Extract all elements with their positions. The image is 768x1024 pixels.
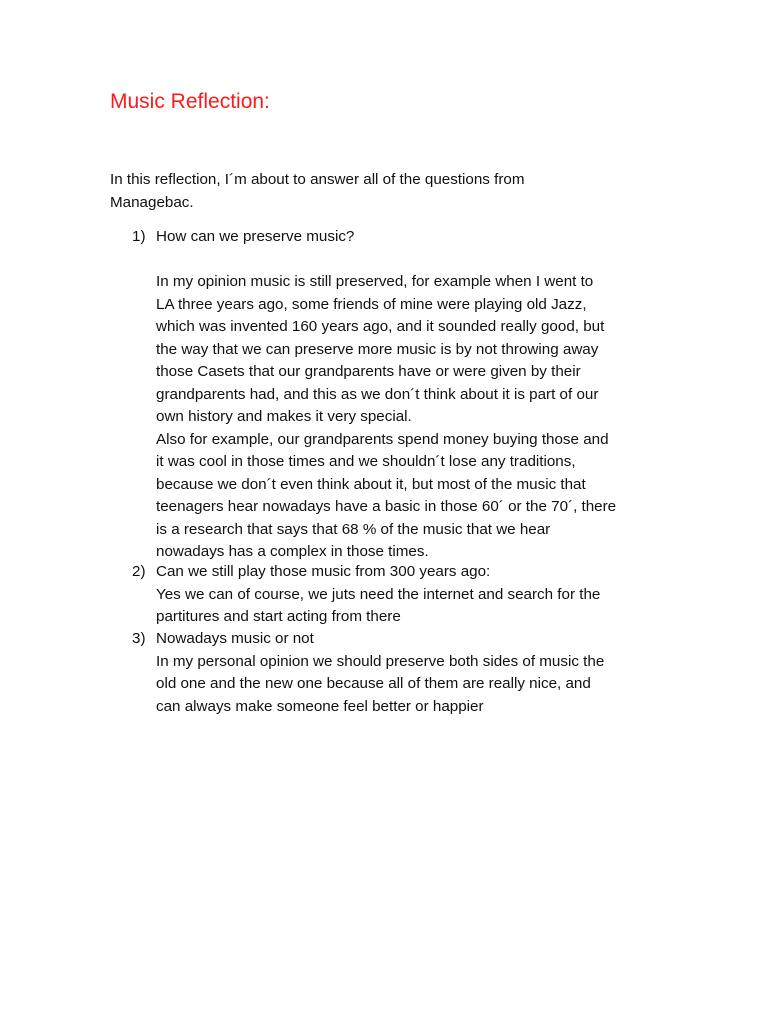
question-heading: Can we still play those music from 300 years ago:	[156, 563, 491, 580]
answer-line: In my opinion music is still preserved, for example when I went to	[156, 273, 594, 290]
answer-line: nowadays has a complex in those times.	[156, 543, 429, 560]
answer-line: old one and the new one because all of them are really nice, and	[156, 675, 591, 692]
list-number: 1)	[132, 228, 146, 245]
answer-line: which was invented 160 years ago, and it sounded really good, but	[156, 318, 605, 335]
list-number: 3)	[132, 630, 146, 647]
answer-line: teenagers hear nowadays have a basic in those 60´ or the 70´, there	[156, 498, 617, 515]
answer-line: LA three years ago, some friends of mine were playing old Jazz,	[156, 295, 587, 313]
document-title: Music Reflection:	[110, 90, 270, 113]
intro-paragraph	[110, 169, 670, 214]
question-heading: Nowadays music or not	[156, 630, 314, 647]
answer-line: Also for example, our grandparents spend money buying those and	[156, 430, 609, 448]
answer-line: grandparents had, and this as we don´t think about it is part of our	[156, 385, 599, 403]
intro-line: Managebac.	[110, 193, 194, 211]
list-item	[156, 561, 716, 629]
answer-line: partitures and start acting from there	[156, 608, 401, 625]
answer-line: can always make someone feel better or happier	[156, 697, 484, 715]
intro-line: In this reflection, I´m about to answer all of the questions from	[110, 171, 525, 188]
list-item	[156, 226, 716, 564]
answer-line: Yes we can of course, we juts need the internet and search for the	[156, 585, 601, 603]
answer-line: own history and makes it very special.	[156, 408, 412, 425]
answer-line: is a research that says that 68 % of the music that we hear	[156, 520, 551, 538]
answer-line: the way that we can preserve more music is by not throwing away	[156, 340, 599, 358]
answer-line: those Casets that our grandparents have or were given by their	[156, 363, 581, 380]
list-number: 2)	[132, 563, 146, 580]
answer-line: In my personal opinion we should preserve both sides of music the	[156, 652, 605, 670]
blank-line	[156, 249, 716, 272]
answer-line: because we don´t even think about it, but most of the music that	[156, 475, 586, 493]
answer-line: it was cool in those times and we shouldn´t lose any traditions,	[156, 453, 576, 470]
question-heading: How can we preserve music?	[156, 228, 355, 245]
list-item	[156, 628, 716, 718]
